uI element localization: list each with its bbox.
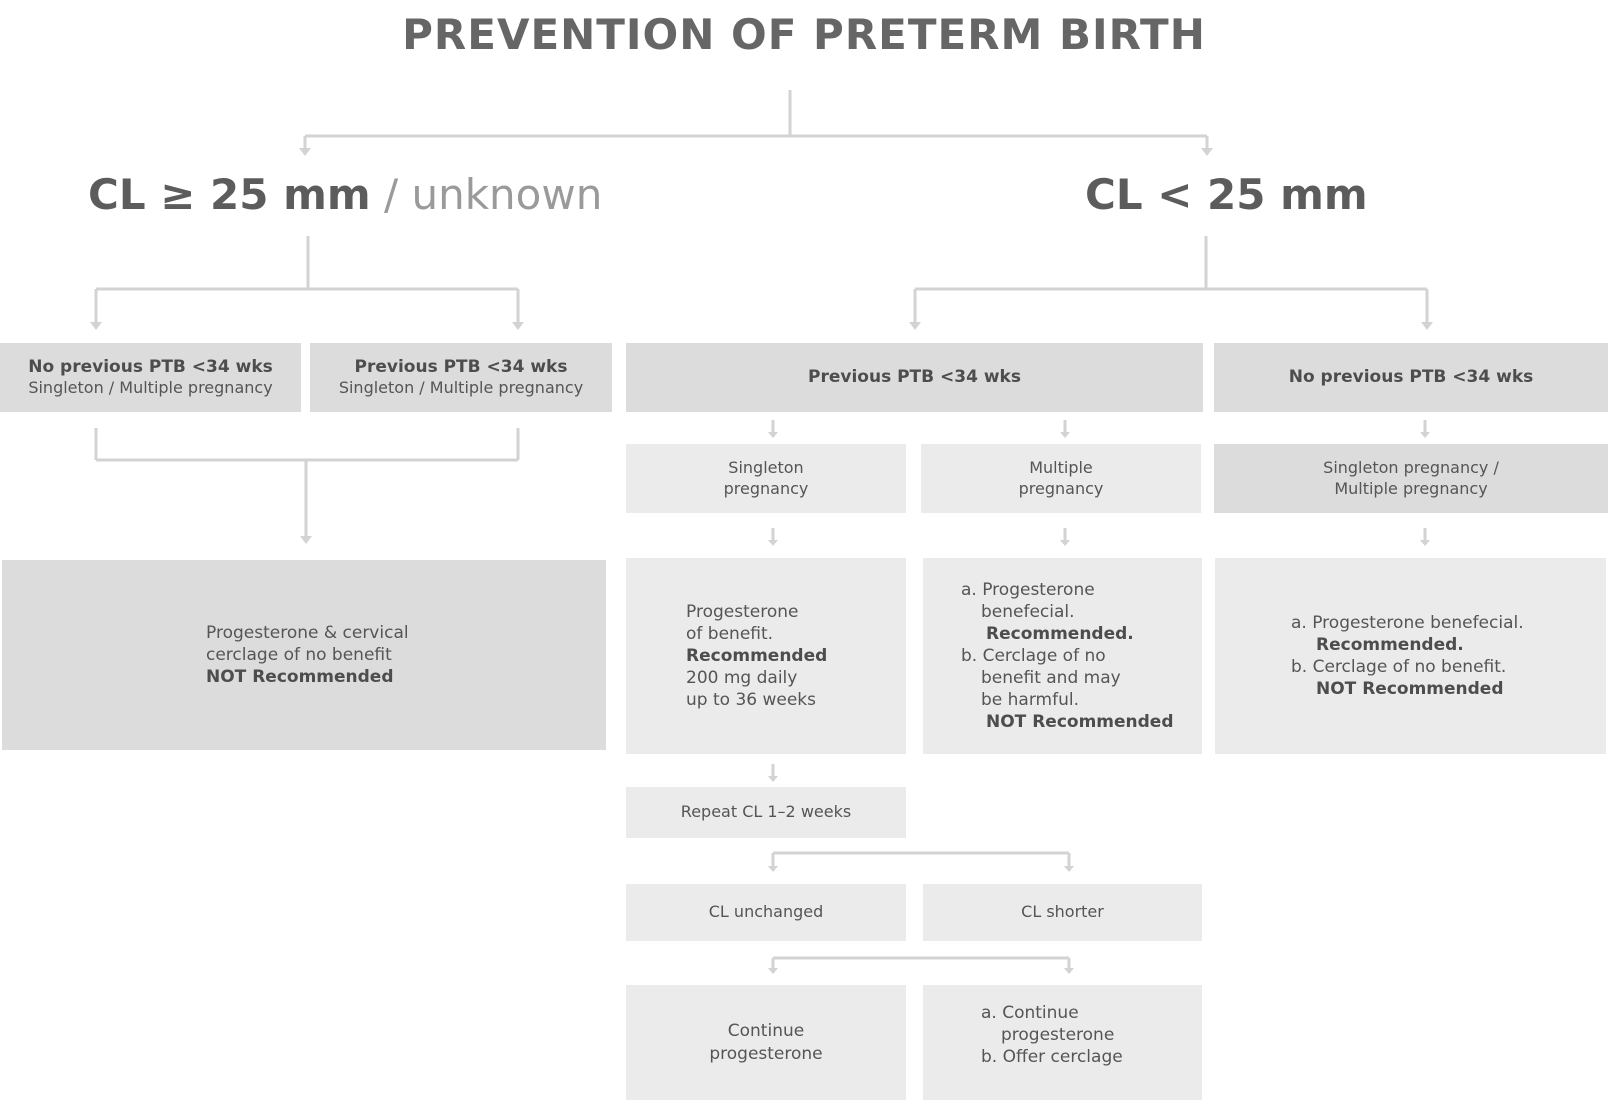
box-right-no-previous-ptb: [1214, 343, 1608, 412]
outcome-line: a. Continue: [981, 1003, 1079, 1023]
box-line: pregnancy: [1018, 478, 1104, 498]
page-title: PREVENTION OF PRETERM BIRTH: [402, 10, 1206, 59]
box-cl-unchanged: [626, 884, 906, 941]
box-subtitle: Singleton / Multiple pregnancy: [28, 378, 273, 398]
outcome-line: Progesterone & cervical: [206, 622, 409, 643]
box-cl-shorter: [923, 884, 1202, 941]
outcome-line: of benefit.: [686, 623, 774, 644]
box-multiple-outcome: [923, 558, 1202, 754]
box-left-no-previous-ptb: [0, 343, 301, 412]
box-line: CL unchanged: [708, 902, 824, 922]
outcome-verdict: NOT Recommended: [1316, 679, 1504, 700]
box-line: Singleton pregnancy /: [1323, 457, 1499, 477]
box-multiple-pregnancy: [921, 444, 1201, 513]
outcome-verdict: NOT Recommended: [986, 712, 1174, 733]
box-line: Singleton: [728, 457, 804, 477]
box-line: progesterone: [709, 1043, 823, 1064]
outcome-line: 200 mg daily: [686, 668, 798, 689]
box-left-outcome: [2, 560, 606, 750]
box-right-previous-ptb: [626, 343, 1203, 412]
outcome-line: b. Offer cerclage: [981, 1047, 1123, 1068]
heading-cl-lt-25: CL < 25 mm: [1085, 170, 1368, 219]
heading-unknown: unknown: [411, 170, 603, 219]
box-line: Multiple pregnancy: [1334, 478, 1488, 498]
box-title: Previous PTB <34 wks: [808, 367, 1021, 388]
heading-cl-ge-25: [88, 170, 602, 219]
outcome-line: a. Progesterone: [961, 579, 1095, 600]
box-continue-progesterone: [626, 985, 906, 1100]
heading-separator: /: [370, 170, 412, 219]
outcome-verdict: NOT Recommended: [206, 667, 394, 688]
box-subtitle: Singleton / Multiple pregnancy: [338, 378, 584, 398]
box-line: Continue: [727, 1021, 805, 1042]
box-repeat-cl: [626, 787, 906, 838]
outcome-line: benefecial.: [981, 601, 1075, 622]
box-line: Repeat CL 1–2 weeks: [680, 802, 852, 822]
box-title: Previous PTB <34 wks: [354, 357, 568, 378]
box-line: pregnancy: [723, 478, 809, 498]
box-left-previous-ptb: [310, 343, 612, 412]
box-singleton-outcome: [626, 558, 906, 754]
outcome-line: benefit and may: [981, 668, 1121, 689]
outcome-line: progesterone: [1001, 1025, 1115, 1046]
outcome-verdict: Recommended.: [1316, 634, 1464, 655]
heading-cl-ge-25-main: CL ≥ 25 mm: [88, 170, 371, 219]
outcome-verdict: Recommended: [686, 645, 828, 666]
outcome-line: b. Cerclage of no: [961, 645, 1106, 666]
box-singleton-pregnancy: [626, 444, 906, 513]
outcome-line: b. Cerclage of no benefit.: [1291, 657, 1507, 677]
box-title: No previous PTB <34 wks: [1288, 367, 1534, 388]
outcome-line: cerclage of no benefit: [206, 644, 392, 665]
outcome-line: up to 36 weeks: [686, 690, 816, 711]
box-line: CL shorter: [1021, 902, 1104, 922]
outcome-line: be harmful.: [981, 690, 1079, 711]
box-shorter-outcome: [923, 985, 1202, 1100]
outcome-line: a. Progesterone benefecial.: [1291, 612, 1524, 633]
box-title: No previous PTB <34 wks: [28, 357, 273, 378]
outcome-verdict: Recommended.: [986, 623, 1134, 644]
box-no-previous-outcome: [1215, 558, 1606, 754]
outcome-line: Progesterone: [686, 601, 799, 622]
box-singleton-multiple-pregnancy: [1214, 444, 1608, 513]
box-line: Multiple: [1029, 457, 1093, 477]
